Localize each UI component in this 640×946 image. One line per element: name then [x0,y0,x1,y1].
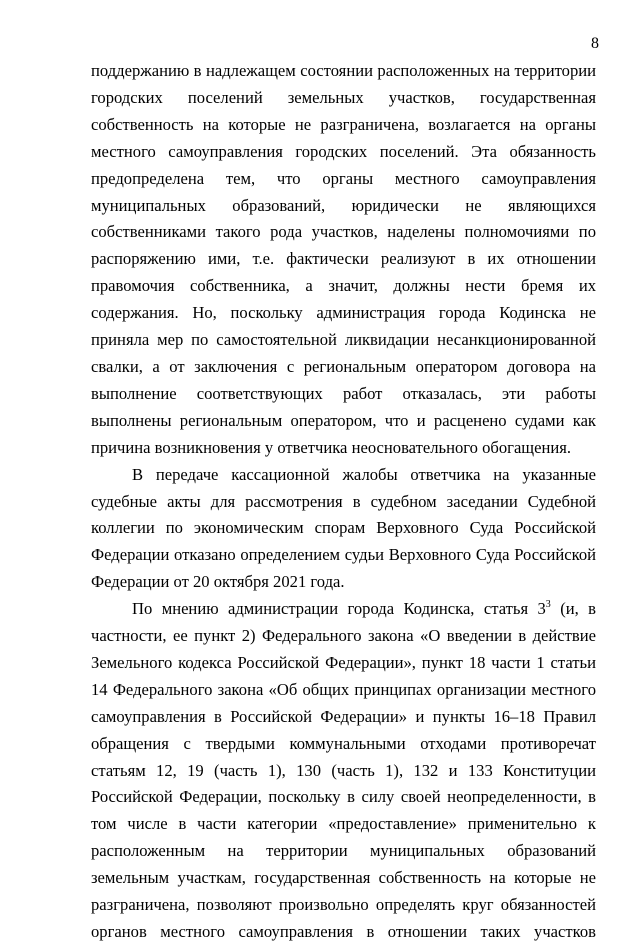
paragraph-text: поддержанию в надлежащем состоянии расположенных на территории городских поселений земельных участков, государственная собственность на которые не разграничена, возлагается на органы местного самоуправления городских поселений. Эта обязанность предопределена тем, что органы местного самоуправления муниципальных образований, юридически не являющихся собственниками такого рода участков, наделены полномочиями по распоряжению ими, т.е. фактически реализуют в их отношении правомочия собственника, а значит, должны нести бремя их содержания. Но, поскольку администрация города Кодинска не приняла мер по самостоятельной ликвидации несанкционированной свалки, а от заключения с региональным оператором договора на выполнение соответствующих работ отказалась, эти работы выполнены региональным оператором, что и расценено судами как причина возникновения у ответчика неосновательного обогащения. [91,61,596,457]
superscript-article-index: 3 [545,599,551,611]
paragraph-text: В передаче кассационной жалобы ответчика на указанные судебные акты для рассмотрения в судебном заседании Судебной коллегии по экономическим спорам Верховного Суда Российской Федерации отказано определением судьи Верховного Суда Российской Федерации от 20 октября 2021 года. [91,464,596,592]
document-body [91,58,596,946]
paragraph-cassation-refusal [91,462,596,597]
paragraph-continuation [91,58,596,462]
page-number: 8 [591,35,599,52]
paragraph-text: (и, в частности, ее пункт 2) Федерального закона «О введении в действие Земельного кодекса Российской Федерации», пункт 18 части 1 статьи 14 Федерального закона «Об общих принципах организации местного самоуправления в Российской Федерации» и пункты 16–18 Правил обращения с твердыми коммунальными отходами противоречат статьям 12, 19 (часть 1), 130 (часть 1), 132 и 133 Конституции Российской Федерации, поскольку в силу своей неопределенности, в том числе в части категории «предоставление» применительно к расположенным на территории муниципальных образований земельным участкам, государственная собственность на которые не разграничена, позволяют произвольно определять круг обязанностей органов местного самоуправления в отношении таких участков [91,599,597,941]
paragraph-text: По мнению администрации города Кодинска, статья 3 [132,599,546,619]
paragraph-applicant-position [91,596,596,946]
